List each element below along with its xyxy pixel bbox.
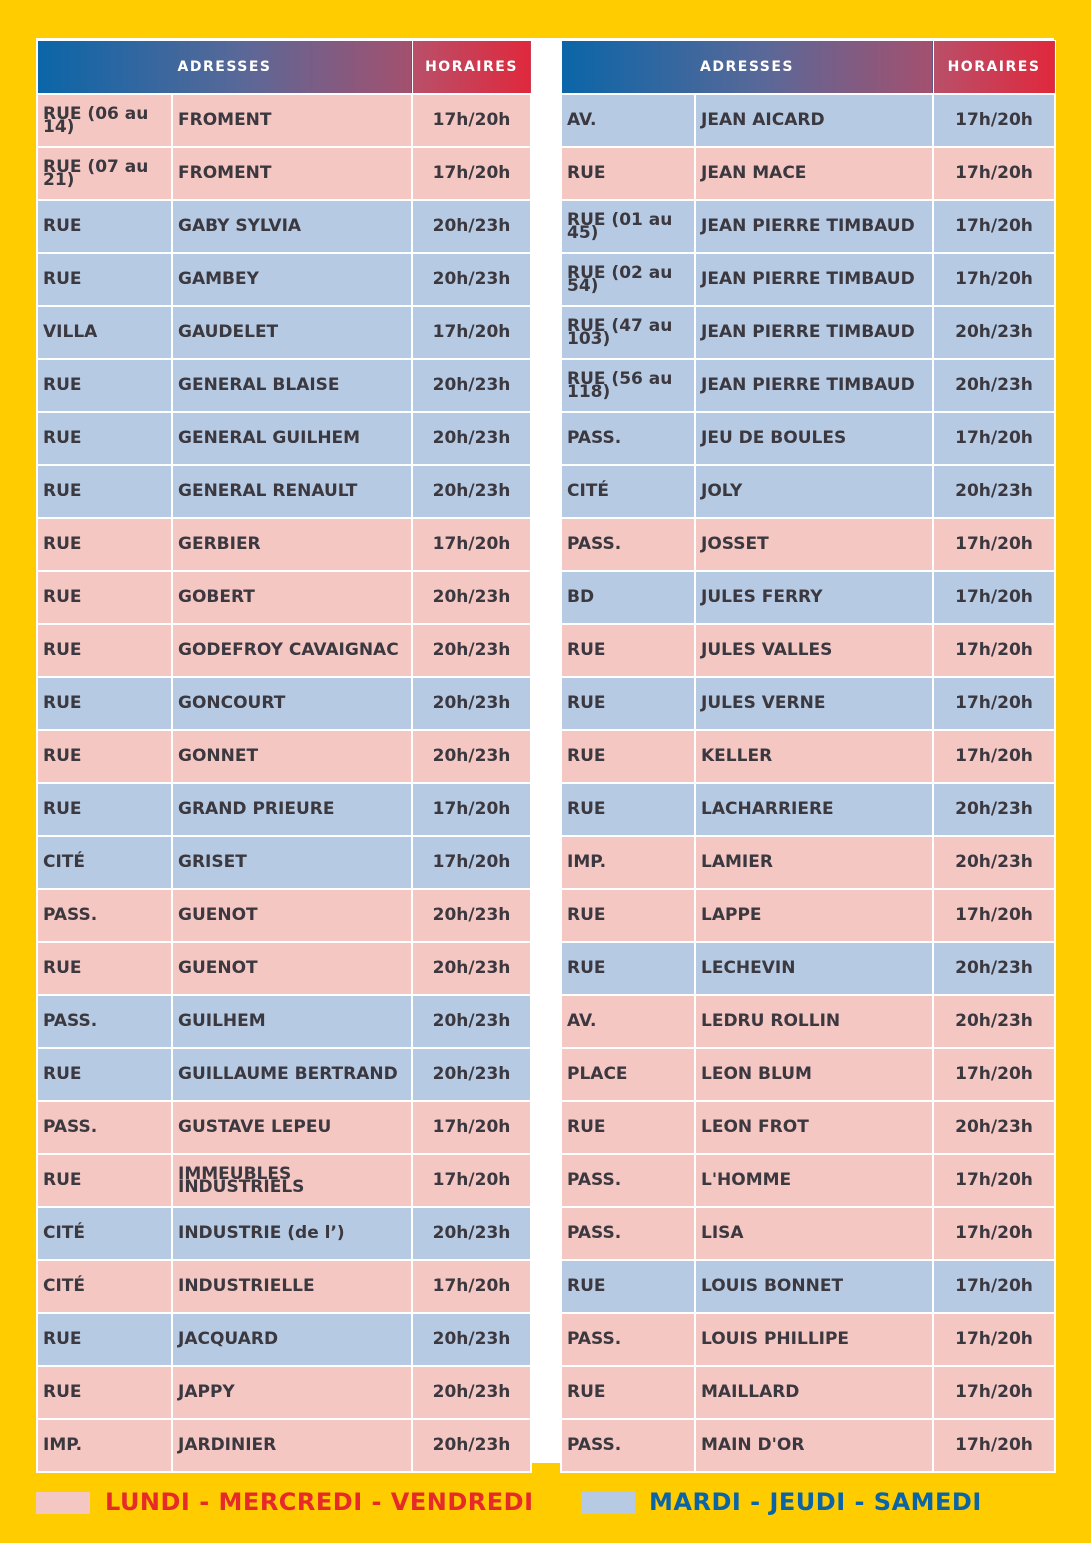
table-row xyxy=(561,465,1055,518)
street-name-cell: JEAN PIERRE TIMBAUD xyxy=(695,306,933,359)
street-name-cell: GONCOURT xyxy=(172,677,412,730)
street-type-cell: RUE xyxy=(37,942,172,995)
street-name-cell: GAUDELET xyxy=(172,306,412,359)
street-type-cell: RUE (56 au 118) xyxy=(561,359,695,412)
street-type-cell: RUE xyxy=(561,1101,695,1154)
table-row xyxy=(561,730,1055,783)
street-type-cell: RUE xyxy=(37,571,172,624)
street-name-cell: GUSTAVE LEPEU xyxy=(172,1101,412,1154)
table-row xyxy=(37,359,531,412)
street-type-cell: RUE xyxy=(37,253,172,306)
street-name-cell: GUENOT xyxy=(172,889,412,942)
header-hours: HORAIRES xyxy=(412,41,531,95)
schedule-table-left xyxy=(36,40,532,1473)
table-row xyxy=(37,147,531,200)
legend-label-blue: MARDI - JEUDI - SAMEDI xyxy=(649,1488,982,1516)
hours-cell: 20h/23h xyxy=(412,465,531,518)
table-row xyxy=(37,253,531,306)
street-name-cell: GERBIER xyxy=(172,518,412,571)
street-type-cell: RUE xyxy=(561,1260,695,1313)
street-type-cell: BD xyxy=(561,571,695,624)
table-header-row xyxy=(37,41,531,95)
table-row xyxy=(561,1048,1055,1101)
street-name-cell: MAIN D'OR xyxy=(695,1419,933,1472)
header-addresses: ADRESSES xyxy=(561,41,933,95)
street-name-cell: INDUSTRIELLE xyxy=(172,1260,412,1313)
street-type-cell: VILLA xyxy=(37,306,172,359)
table-row xyxy=(561,147,1055,200)
street-type-cell: RUE (06 au 14) xyxy=(37,94,172,147)
street-type-cell: RUE xyxy=(37,1313,172,1366)
hours-cell: 17h/20h xyxy=(933,147,1055,200)
hours-cell: 17h/20h xyxy=(412,1101,531,1154)
street-type-cell: RUE xyxy=(37,730,172,783)
header-addresses: ADRESSES xyxy=(37,41,412,95)
hours-cell: 20h/23h xyxy=(412,412,531,465)
table-row xyxy=(561,94,1055,147)
street-name-cell: GRAND PRIEURE xyxy=(172,783,412,836)
street-name-cell: JEAN PIERRE TIMBAUD xyxy=(695,200,933,253)
table-row xyxy=(561,1419,1055,1472)
street-type-cell: PASS. xyxy=(561,1313,695,1366)
hours-cell: 20h/23h xyxy=(933,359,1055,412)
table-row xyxy=(37,412,531,465)
street-type-cell: RUE xyxy=(37,465,172,518)
street-name-cell: GENERAL GUILHEM xyxy=(172,412,412,465)
hours-cell: 20h/23h xyxy=(412,1313,531,1366)
street-type-cell: CITÉ xyxy=(561,465,695,518)
street-type-cell: RUE xyxy=(37,1366,172,1419)
schedule-table-right xyxy=(560,40,1056,1473)
street-name-cell: JACQUARD xyxy=(172,1313,412,1366)
hours-cell: 20h/23h xyxy=(933,942,1055,995)
table-row xyxy=(37,94,531,147)
hours-cell: 20h/23h xyxy=(412,624,531,677)
street-name-cell: JULES VALLES xyxy=(695,624,933,677)
hours-cell: 17h/20h xyxy=(933,1260,1055,1313)
table-row xyxy=(37,677,531,730)
street-type-cell: RUE xyxy=(561,942,695,995)
street-type-cell: CITÉ xyxy=(37,1260,172,1313)
street-name-cell: GABY SYLVIA xyxy=(172,200,412,253)
street-name-cell: JARDINIER xyxy=(172,1419,412,1472)
table-row xyxy=(561,1101,1055,1154)
street-type-cell: PASS. xyxy=(37,995,172,1048)
hours-cell: 20h/23h xyxy=(412,571,531,624)
street-type-cell: RUE xyxy=(561,730,695,783)
hours-cell: 17h/20h xyxy=(933,1313,1055,1366)
street-type-cell: RUE xyxy=(37,783,172,836)
street-type-cell: PASS. xyxy=(561,412,695,465)
hours-cell: 20h/23h xyxy=(933,465,1055,518)
street-type-cell: RUE (07 au 21) xyxy=(37,147,172,200)
hours-cell: 20h/23h xyxy=(933,306,1055,359)
street-name-cell: JEAN PIERRE TIMBAUD xyxy=(695,359,933,412)
hours-cell: 20h/23h xyxy=(933,836,1055,889)
street-type-cell: IMP. xyxy=(561,836,695,889)
legend-label-pink: LUNDI - MERCREDI - VENDREDI xyxy=(105,1488,534,1516)
header-hours: HORAIRES xyxy=(933,41,1055,95)
street-type-cell: PLACE xyxy=(561,1048,695,1101)
table-row xyxy=(561,1366,1055,1419)
hours-cell: 20h/23h xyxy=(933,783,1055,836)
table-row xyxy=(37,624,531,677)
hours-cell: 20h/23h xyxy=(412,359,531,412)
hours-cell: 17h/20h xyxy=(412,94,531,147)
street-type-cell: PASS. xyxy=(561,1207,695,1260)
street-name-cell: GUENOT xyxy=(172,942,412,995)
street-name-cell: MAILLARD xyxy=(695,1366,933,1419)
hours-cell: 17h/20h xyxy=(933,1366,1055,1419)
table-row xyxy=(37,836,531,889)
street-type-cell: RUE xyxy=(37,359,172,412)
hours-cell: 17h/20h xyxy=(412,1260,531,1313)
hours-cell: 17h/20h xyxy=(933,624,1055,677)
hours-cell: 20h/23h xyxy=(933,1101,1055,1154)
street-name-cell: LEDRU ROLLIN xyxy=(695,995,933,1048)
street-name-cell: GOBERT xyxy=(172,571,412,624)
street-name-cell: LAMIER xyxy=(695,836,933,889)
hours-cell: 17h/20h xyxy=(412,783,531,836)
street-type-cell: RUE (01 au 45) xyxy=(561,200,695,253)
hours-cell: 17h/20h xyxy=(933,571,1055,624)
hours-cell: 17h/20h xyxy=(933,1154,1055,1207)
hours-cell: 17h/20h xyxy=(933,1048,1055,1101)
street-type-cell: CITÉ xyxy=(37,1207,172,1260)
street-type-cell: PASS. xyxy=(561,1154,695,1207)
street-type-cell: RUE xyxy=(37,518,172,571)
street-name-cell: INDUSTRIE (de l’) xyxy=(172,1207,412,1260)
street-type-cell: IMP. xyxy=(37,1419,172,1472)
legend-swatch-blue xyxy=(581,1492,635,1514)
street-name-cell: L'HOMME xyxy=(695,1154,933,1207)
hours-cell: 17h/20h xyxy=(933,412,1055,465)
table-row xyxy=(561,783,1055,836)
street-name-cell: JULES FERRY xyxy=(695,571,933,624)
street-name-cell: JEAN AICARD xyxy=(695,94,933,147)
hours-cell: 20h/23h xyxy=(412,253,531,306)
hours-cell: 17h/20h xyxy=(412,1154,531,1207)
street-type-cell: RUE xyxy=(37,677,172,730)
hours-cell: 17h/20h xyxy=(933,1419,1055,1472)
street-type-cell: RUE (47 au 103) xyxy=(561,306,695,359)
hours-cell: 17h/20h xyxy=(933,889,1055,942)
hours-cell: 20h/23h xyxy=(412,942,531,995)
table-row xyxy=(37,783,531,836)
street-type-cell: RUE xyxy=(37,624,172,677)
legend-swatch-pink xyxy=(36,1492,90,1514)
table-row xyxy=(561,253,1055,306)
street-name-cell: LOUIS PHILLIPE xyxy=(695,1313,933,1366)
street-name-cell: LEON FROT xyxy=(695,1101,933,1154)
hours-cell: 17h/20h xyxy=(933,677,1055,730)
street-type-cell: RUE xyxy=(561,1366,695,1419)
street-name-cell: JAPPY xyxy=(172,1366,412,1419)
street-name-cell: JULES VERNE xyxy=(695,677,933,730)
table-row xyxy=(37,995,531,1048)
street-name-cell: JOSSET xyxy=(695,518,933,571)
street-name-cell: LOUIS BONNET xyxy=(695,1260,933,1313)
hours-cell: 17h/20h xyxy=(933,1207,1055,1260)
table-row xyxy=(37,518,531,571)
hours-cell: 20h/23h xyxy=(412,677,531,730)
street-name-cell: JOLY xyxy=(695,465,933,518)
hours-cell: 17h/20h xyxy=(412,147,531,200)
street-name-cell: KELLER xyxy=(695,730,933,783)
table-row xyxy=(561,836,1055,889)
street-name-cell: GAMBEY xyxy=(172,253,412,306)
hours-cell: 20h/23h xyxy=(412,1207,531,1260)
street-type-cell: PASS. xyxy=(37,889,172,942)
table-row xyxy=(561,359,1055,412)
street-type-cell: RUE xyxy=(37,412,172,465)
street-type-cell: RUE xyxy=(37,1048,172,1101)
street-type-cell: RUE xyxy=(561,677,695,730)
street-name-cell: JEAN MACE xyxy=(695,147,933,200)
street-name-cell: FROMENT xyxy=(172,94,412,147)
street-type-cell: RUE xyxy=(561,147,695,200)
street-name-cell: JEU DE BOULES xyxy=(695,412,933,465)
table-row xyxy=(37,1419,531,1472)
table-row xyxy=(561,571,1055,624)
table-row xyxy=(561,412,1055,465)
street-name-cell: IMMEUBLES INDUSTRIELS xyxy=(172,1154,412,1207)
street-type-cell: RUE xyxy=(561,783,695,836)
hours-cell: 17h/20h xyxy=(933,94,1055,147)
street-type-cell: PASS. xyxy=(561,518,695,571)
street-type-cell: RUE xyxy=(37,200,172,253)
street-type-cell: AV. xyxy=(561,94,695,147)
table-row xyxy=(561,518,1055,571)
table-body-right xyxy=(561,94,1055,1472)
street-name-cell: GUILLAUME BERTRAND xyxy=(172,1048,412,1101)
street-type-cell: AV. xyxy=(561,995,695,1048)
table-row xyxy=(37,1313,531,1366)
hours-cell: 20h/23h xyxy=(412,889,531,942)
table-row xyxy=(37,1260,531,1313)
table-body-left xyxy=(37,94,531,1472)
street-type-cell: PASS. xyxy=(561,1419,695,1472)
table-row xyxy=(37,571,531,624)
hours-cell: 20h/23h xyxy=(412,1366,531,1419)
table-row xyxy=(561,1207,1055,1260)
street-name-cell: LAPPE xyxy=(695,889,933,942)
table-row xyxy=(37,1048,531,1101)
hours-cell: 20h/23h xyxy=(412,995,531,1048)
street-type-cell: RUE xyxy=(561,889,695,942)
street-type-cell: CITÉ xyxy=(37,836,172,889)
table-row xyxy=(37,200,531,253)
table-row xyxy=(561,306,1055,359)
hours-cell: 17h/20h xyxy=(412,518,531,571)
street-type-cell: RUE xyxy=(561,624,695,677)
street-type-cell: RUE xyxy=(37,1154,172,1207)
street-name-cell: LACHARRIERE xyxy=(695,783,933,836)
legend xyxy=(36,1488,1054,1520)
street-type-cell: RUE (02 au 54) xyxy=(561,253,695,306)
table-row xyxy=(37,1101,531,1154)
hours-cell: 17h/20h xyxy=(933,730,1055,783)
hours-cell: 17h/20h xyxy=(933,200,1055,253)
table-row xyxy=(561,200,1055,253)
street-name-cell: GODEFROY CAVAIGNAC xyxy=(172,624,412,677)
street-name-cell: JEAN PIERRE TIMBAUD xyxy=(695,253,933,306)
table-row xyxy=(561,1154,1055,1207)
hours-cell: 20h/23h xyxy=(412,730,531,783)
table-row xyxy=(561,677,1055,730)
hours-cell: 20h/23h xyxy=(933,995,1055,1048)
street-name-cell: FROMENT xyxy=(172,147,412,200)
table-row xyxy=(561,1260,1055,1313)
street-name-cell: LISA xyxy=(695,1207,933,1260)
table-row xyxy=(37,306,531,359)
table-row xyxy=(37,1154,531,1207)
hours-cell: 20h/23h xyxy=(412,1048,531,1101)
table-row xyxy=(37,889,531,942)
table-row xyxy=(37,942,531,995)
hours-cell: 20h/23h xyxy=(412,200,531,253)
hours-cell: 17h/20h xyxy=(933,253,1055,306)
street-name-cell: GENERAL BLAISE xyxy=(172,359,412,412)
table-row xyxy=(37,1207,531,1260)
street-name-cell: GONNET xyxy=(172,730,412,783)
street-name-cell: GRISET xyxy=(172,836,412,889)
table-row xyxy=(561,889,1055,942)
street-name-cell: LEON BLUM xyxy=(695,1048,933,1101)
table-row xyxy=(37,1366,531,1419)
hours-cell: 17h/20h xyxy=(412,836,531,889)
table-header-row xyxy=(561,41,1055,95)
hours-cell: 17h/20h xyxy=(412,306,531,359)
hours-cell: 17h/20h xyxy=(933,518,1055,571)
street-type-cell: PASS. xyxy=(37,1101,172,1154)
street-name-cell: GUILHEM xyxy=(172,995,412,1048)
table-row xyxy=(561,624,1055,677)
hours-cell: 20h/23h xyxy=(412,1419,531,1472)
table-row xyxy=(37,730,531,783)
street-name-cell: LECHEVIN xyxy=(695,942,933,995)
table-row xyxy=(561,942,1055,995)
table-row xyxy=(561,1313,1055,1366)
table-row xyxy=(37,465,531,518)
street-name-cell: GENERAL RENAULT xyxy=(172,465,412,518)
table-row xyxy=(561,995,1055,1048)
